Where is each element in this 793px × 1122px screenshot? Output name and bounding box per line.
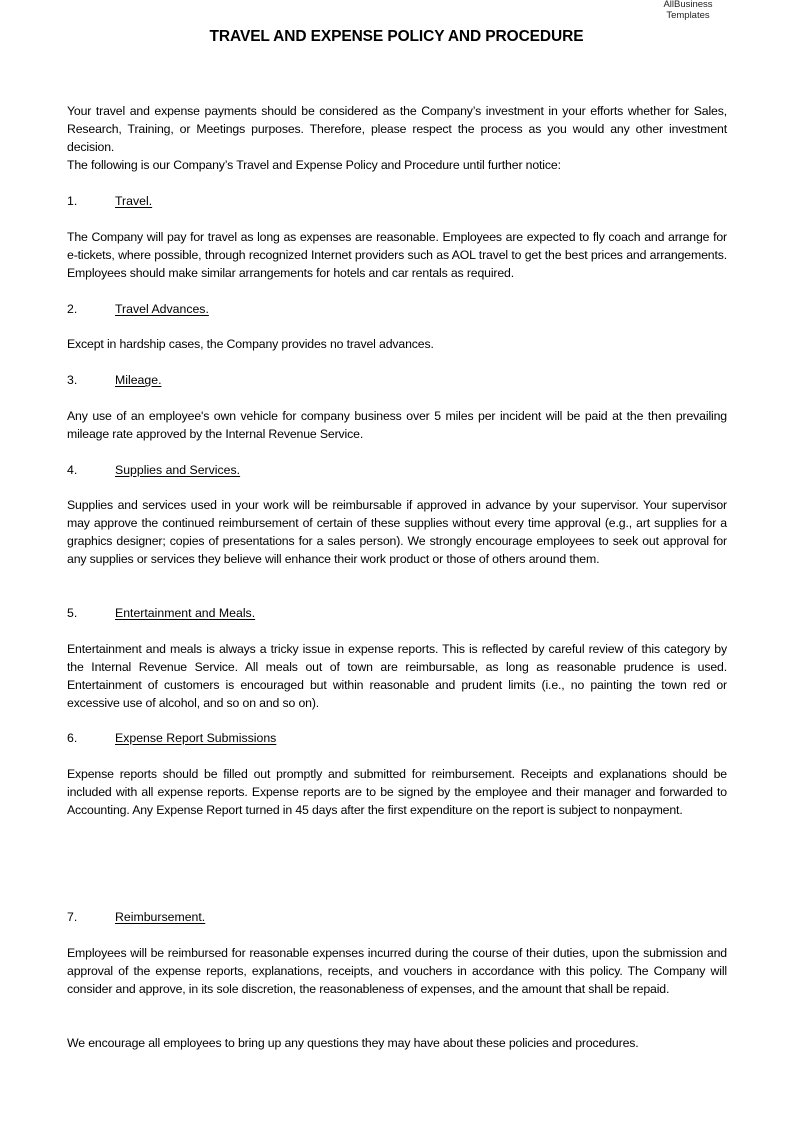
section-body-travel: The Company will pay for travel as long as expenses are reasonable. Employees are expected to fly coach and arrange for e-tickets, where possible, through recognized Internet providers such as AOL travel to get the best prices and arrangements. Employees should make similar arrangements for hotels and car rentals as required. — [67, 230, 727, 280]
section-body-travel-advances: Except in hardship cases, the Company provides no travel advances. — [67, 337, 434, 351]
document-title: TRAVEL AND EXPENSE POLICY AND PROCEDURE — [209, 28, 584, 45]
intro-paragraph: Your travel and expense payments should be considered as the Company’s investment in your efforts whether for Sales, Research, Training, or Meetings purposes. Therefore, please respect the process as you would any other investment decision. — [67, 104, 727, 154]
section-title: Mileage. — [115, 373, 162, 387]
section-body-reimbursement: Employees will be reimbursed for reasonable expenses incurred during the course of their duties, upon the submission and approval of the expense reports, explanations, receipts, and vouchers in accordance with this policy. The Company will consider and approve, in its sole discretion, the reasonableness of expenses, and the amount that shall be repaid. — [67, 946, 727, 996]
section-title: Supplies and Services. — [115, 463, 241, 477]
section-heading-travel-advances — [67, 300, 209, 318]
section-title: Travel Advances. — [115, 302, 209, 316]
section-number: 6. — [67, 731, 78, 745]
section-heading-entertainment-meals — [67, 604, 255, 622]
section-title: Travel. — [115, 194, 153, 208]
section-number: 2. — [67, 302, 78, 316]
section-heading-mileage — [67, 371, 161, 389]
section-title: Expense Report Submissions — [115, 731, 277, 745]
section-number: 4. — [67, 463, 78, 477]
section-number: 7. — [67, 910, 78, 924]
section-heading-expense-report-submissions — [67, 729, 276, 747]
closing-paragraph: We encourage all employees to bring up any questions they may have about these policies and procedures. — [67, 1036, 639, 1050]
section-number: 1. — [67, 194, 78, 208]
section-body-supplies-services: Supplies and services used in your work will be reimbursable if approved in advance by your supervisor. Your supervisor may approve the continued reimbursement of certain of these supplies without every time approval (e.g., art supplies for a graphics designer; copies of presentations for a sales person). We strongly encourage employees to seek out approval for any supplies or services they believe will enhance their work product or those of others around them. — [67, 498, 727, 566]
section-body-entertainment-meals: Entertainment and meals is always a tricky issue in expense reports. This is reflected by careful review of this category by the Internal Revenue Service. All meals out of town are reimbursable, as long as reasonable prudence is used. Entertainment of customers is encouraged but within reasonable and prudent limits (i.e., no painting the town red or excessive use of alcohol, and so on and so on). — [67, 642, 727, 710]
section-heading-travel — [67, 192, 152, 210]
section-number: 5. — [67, 606, 78, 620]
brand-line-2: Templates — [666, 9, 710, 21]
brand-logo-text — [648, 0, 728, 21]
brand-line-1: AllBusiness — [663, 0, 713, 10]
section-number: 3. — [67, 373, 78, 387]
section-body-mileage: Any use of an employee's own vehicle for company business over 5 miles per incident will be paid at the then prevailing mileage rate approved by the Internal Revenue Service. — [67, 409, 727, 441]
section-title: Reimbursement. — [115, 910, 206, 924]
section-body-expense-report-submissions: Expense reports should be filled out promptly and submitted for reimbursement. Receipts and explanations should be included with all expense reports. Expense reports are to be signed by the employee and their manager and forwarded to Accounting. Any Expense Report turned in 45 days after the first expenditure on the report is subject to nonpayment. — [67, 767, 727, 817]
section-heading-reimbursement — [67, 908, 205, 926]
section-title: Entertainment and Meals. — [115, 606, 256, 620]
section-heading-supplies-services — [67, 461, 240, 479]
lead-paragraph: The following is our Company’s Travel and Expense Policy and Procedure until further notice: — [67, 158, 561, 172]
